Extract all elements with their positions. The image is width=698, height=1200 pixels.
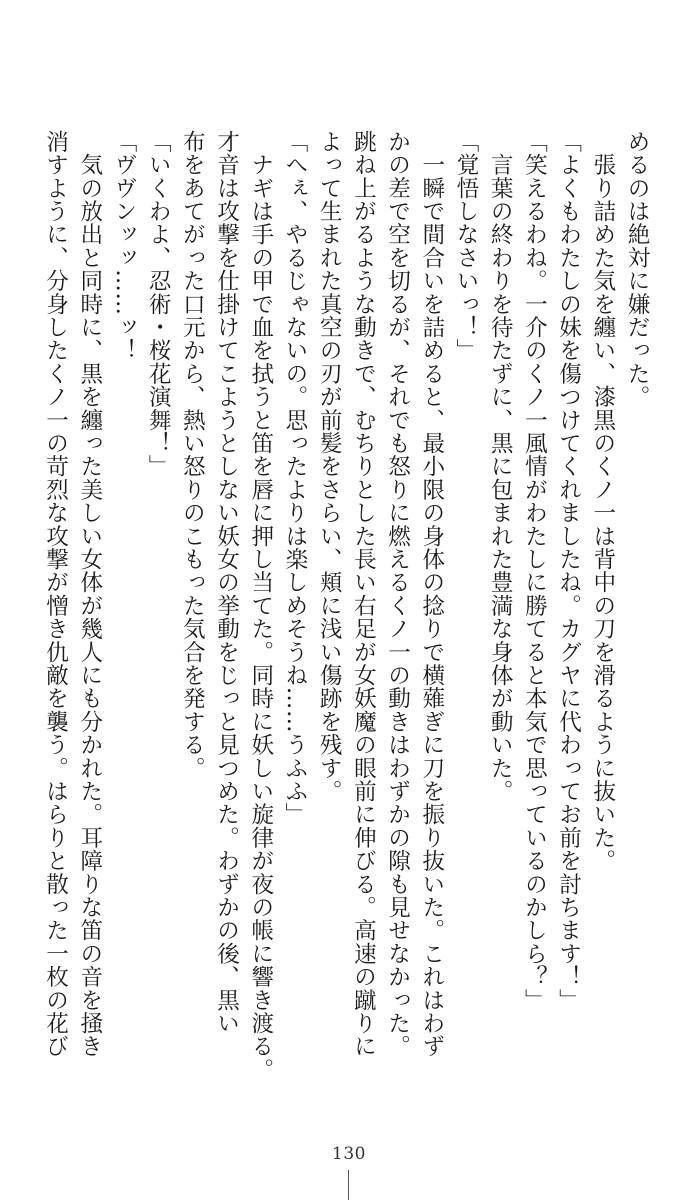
page-number: 130	[332, 1144, 366, 1164]
text-line: 消すように、分身したくノ一の苛烈な攻撃が憎き仇敵を襲う。はらりと散った一枚の花び	[42, 130, 69, 1058]
page-divider-line	[348, 1170, 349, 1200]
text-line: 張り詰めた気を纏い、漆黒のくノ一は背中の刀を滑るように抜いた。	[589, 130, 616, 873]
text-line: 跳ね上がるような動きで、むちりとした長い右足が女妖魔の眼前に伸びる。高速の蹴りに	[350, 130, 377, 1058]
text-line: めるのは絶対に嫌だった。	[624, 130, 650, 409]
text-line: 「へぇ、やるじゃないの。思ったよりは楽しめそうね……うふふ」	[281, 130, 308, 826]
text-line: よって生まれた真空の刃が前髪をさらい、頬に浅い傷跡を残す。	[316, 130, 343, 803]
text-line: ナギは手の甲で血を拭うと笛を唇に押し当てた。同時に妖しい旋律が夜の帳に響き渡る。	[247, 130, 274, 1082]
text-line: 「笑えるわね。一介のくノ一風情がわたしに勝てると本気で思っているのかしら？」	[521, 130, 548, 1012]
text-line: 一瞬で間合いを詰めると、最小限の身体の捻りで横薙ぎに刀を振り抜いた。これはわず	[418, 130, 445, 1058]
text-line: 「ヴヴンッッ……ッ！	[110, 130, 137, 362]
text-line: 「よくもわたしの妹を傷つけてくれましたね。カグヤに代わってお前を討ちます！」	[555, 130, 582, 1012]
text-line: 「いくわよ、忍術・桜花演舞！」	[145, 130, 172, 478]
text-line: 才音は攻撃を仕掛けてこようとしない妖女の挙動をじっと見つめた。わずかの後、黒い	[213, 130, 240, 1035]
text-line: 布をあてがった口元から、熱い怒りのこもった気合を発する。	[179, 130, 206, 780]
vertical-text-body	[34, 130, 654, 1082]
text-line: 「覚悟しなさいっ！」	[452, 130, 479, 362]
text-line: 言葉の終わりを待たずに、黒に包まれた豊満な身体が動いた。	[487, 130, 514, 803]
text-line: かの差で空を切るが、それでも怒りに燃えるくノ一の動きはわずかの隙も見せなかった。	[384, 130, 411, 1058]
text-line: 気の放出と同時に、黒を纏った美しい女体が幾人にも分かれた。耳障りな笛の音を掻き	[76, 130, 103, 1058]
